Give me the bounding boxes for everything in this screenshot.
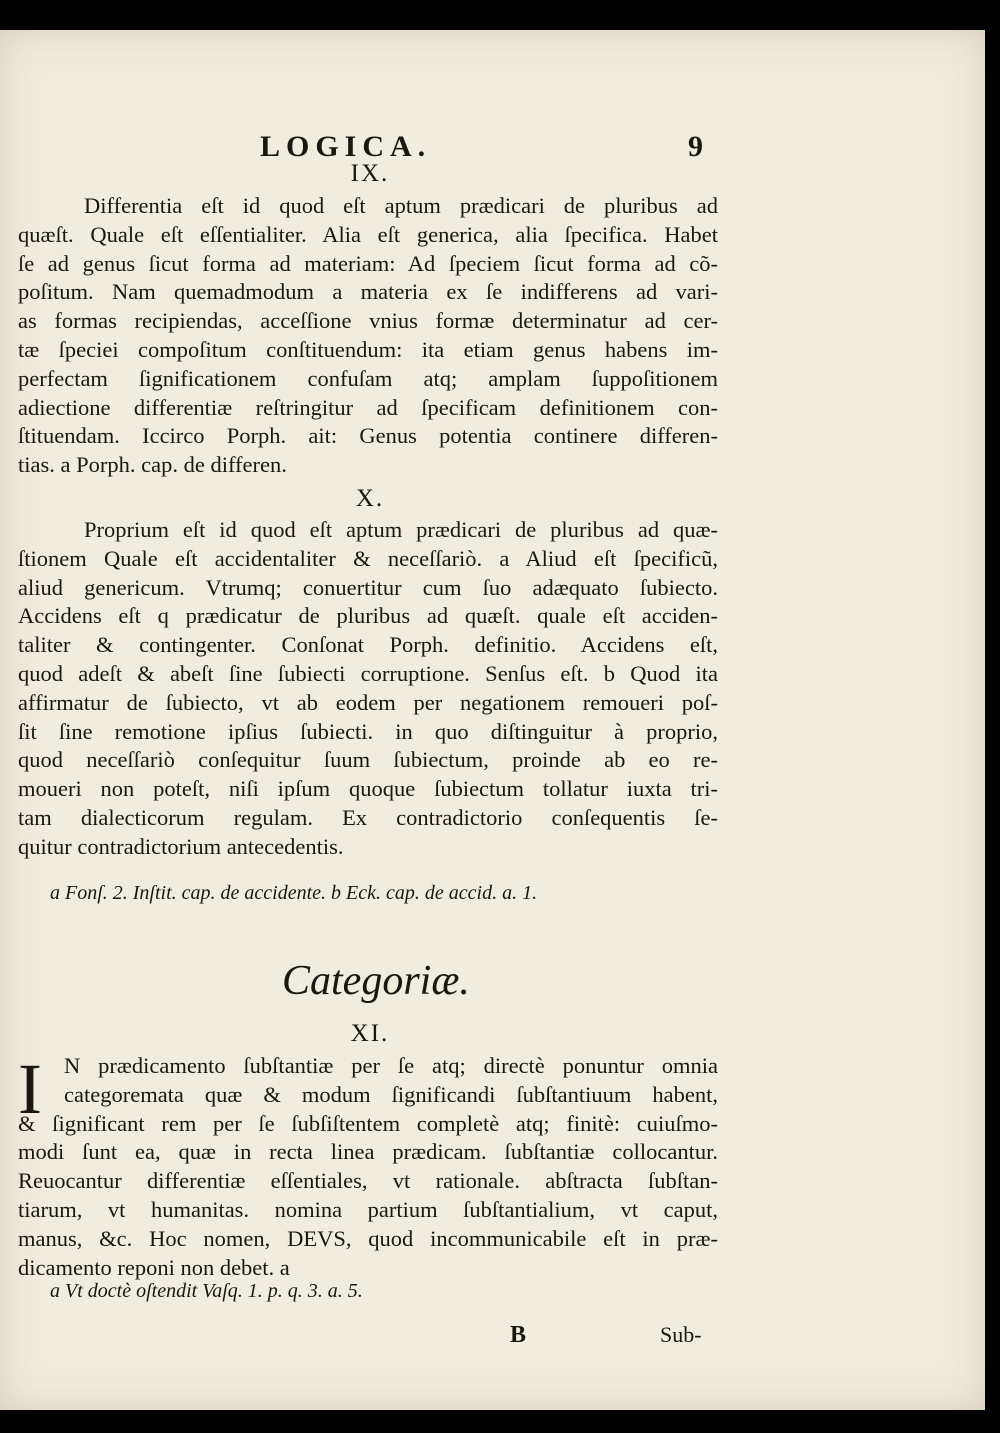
- text-line: adiectione differentiæ reſtringitur ad ſpecificam definitionem con-: [18, 394, 718, 420]
- text-line: as formas recipiendas, acceſſione vnius formæ determinatur ad cer-: [18, 308, 718, 334]
- text-line: affirmatur de ſubiecto, vt ab eodem per negationem remoueri poſ-: [18, 689, 718, 715]
- text-line: tiarum, vt humanitas. nomina partium ſubſtantialium, vt caput,: [18, 1196, 718, 1222]
- text-line: Reuocantur differentiæ eſſentiales, vt rationale. abſtracta ſubſtan-: [18, 1168, 718, 1194]
- text-line: quæſt. Quale eſt eſſentialiter. Alia eſt generica, alia ſpecifica. Habet: [18, 221, 718, 247]
- category-title: Categoriæ.: [282, 958, 470, 1004]
- signature-mark: B: [510, 1322, 527, 1348]
- text-line: poſitum. Nam quemadmodum a materia ex ſe indifferens ad vari-: [18, 279, 718, 305]
- text-line: perfectam ſignificationem confuſam atq; amplam ſuppoſitionem: [18, 365, 718, 391]
- book-page: [0, 30, 985, 1410]
- text-line: tias. a Porph. cap. de differen.: [18, 452, 287, 478]
- section-xi-note: a Vt doctè oſtendit Vaſq. 1. p. q. 3. a. 5.: [50, 1280, 363, 1302]
- section-number-xi: XI.: [350, 1020, 390, 1047]
- section-xi-paragraph: [18, 1049, 718, 1282]
- text-line: moueri non poteſt, niſi ipſum quoque ſubiectum tollatur iuxta tri-: [18, 776, 718, 802]
- text-line: taliter & contingenter. Conſonat Porph. definitio. Accidens eſt,: [18, 632, 718, 658]
- section-number-x: X.: [355, 485, 385, 512]
- section-number-ix: IX.: [350, 160, 390, 187]
- text-line: ſit ſine remotione ipſius ſubiecti. in quo diſtinguitur à proprio,: [18, 718, 718, 744]
- text-line: dicamento reponi non debet. a: [18, 1254, 290, 1280]
- text-line: quod neceſſariò conſequitur ſuum ſubiectum, proinde ab eo re-: [18, 747, 718, 773]
- drop-cap: I: [18, 1049, 42, 1129]
- running-head: LOGICA.: [260, 130, 432, 163]
- text-line: ſtituendam. Iccirco Porph. ait: Genus potentia continere differen-: [18, 423, 718, 449]
- section-x-paragraph: [18, 516, 718, 862]
- text-line: manus, &c. Hoc nomen, DEVS, quod incommunicabile eſt in præ-: [18, 1225, 718, 1251]
- text-line: Proprium eſt id quod eſt aptum prædicari de pluribus ad quæ-: [84, 517, 718, 542]
- text-line: quitur contradictorium antecedentis.: [18, 833, 344, 859]
- text-line: ſe ad genus ſicut forma ad materiam: Ad ſpeciem ſicut forma ad cõ-: [18, 250, 718, 276]
- text-line: Differentia eſt id quod eſt aptum prædicari de pluribus ad: [84, 193, 718, 218]
- section-ix-paragraph: [18, 192, 718, 480]
- text-line: modi ſunt ea, quæ in recta linea prædicam. ſubſtantiæ collocantur.: [18, 1139, 718, 1165]
- text-line: Accidens eſt q prædicatur de pluribus ad quæſt. quale eſt acciden-: [18, 603, 718, 629]
- text-line: tæ ſpeciei compoſitum conſtituendum: ita etiam genus habens im-: [18, 336, 718, 362]
- text-line: categoremata quæ & modum ſignificandi ſubſtantiuum habent,: [64, 1081, 718, 1107]
- text-line: N prædicamento ſubſtantiæ per ſe atq; directè ponuntur omnia: [64, 1053, 718, 1078]
- text-line: & ſignificant rem per ſe ſubſiſtentem completè atq; finitè: cuiuſmo-: [18, 1110, 718, 1136]
- page-number: 9: [688, 130, 703, 163]
- text-line: ſtionem Quale eſt accidentaliter & neceſſariò. a Aliud eſt ſpecificũ,: [18, 545, 718, 571]
- text-line: quod adeſt & abeſt ſine ſubiecti corruptione. Senſus eſt. b Quod ita: [18, 660, 718, 686]
- text-line: aliud genericum. Vtrumq; conuertitur cum ſuo adæquato ſubiecto.: [18, 574, 718, 600]
- text-line: tam dialecticorum regulam. Ex contradictorio conſequentis ſe-: [18, 804, 718, 830]
- catchword: Sub-: [660, 1322, 702, 1347]
- section-x-note: a Fonſ. 2. Inſtit. cap. de accidente. b Eck. cap. de accid. a. 1.: [50, 882, 538, 904]
